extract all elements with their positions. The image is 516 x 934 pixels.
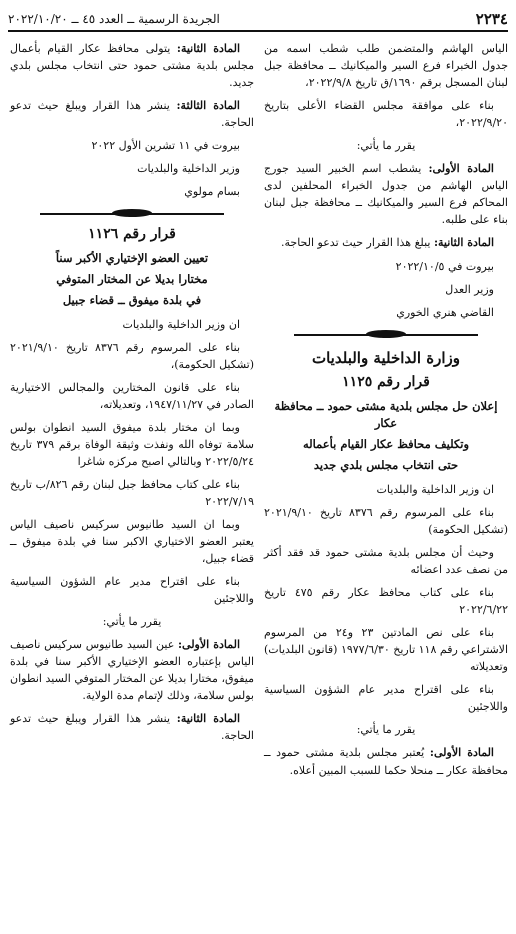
article <box>264 744 508 778</box>
paragraph: بناء على موافقة مجلس القضاء الأعلى بتاريخ ٢٠٢٢/٩/٢٠، <box>264 99 508 130</box>
paragraph: بناء على المرسوم رقم ٨٣٧٦ تاريخ ٢٠٢١/٩/١٠ (تشكيل الحكومة) <box>264 505 508 536</box>
paragraph: الياس الهاشم والمتضمن طلب شطب اسمه من جدول الخبراء فرع السير والميكانيك ــ محافظة جبل لبنان المسجل برقم ١٦٩٠/ق تاريخ ٢٠٢٢/٩/٨، <box>264 42 508 90</box>
paragraph: وبما ان السيد طانيوس سركيس ناصيف الياس يعتبر العضو الاختياري الاكبر سنا في بلدة ميفوق ــ قضاء جبيل، <box>10 517 254 566</box>
article-label: المادة الثانية: <box>433 236 494 250</box>
article-text: ينشر هذا القرار ويبلغ حيث تدعو الحاجة. <box>10 712 254 743</box>
paragraph: بناء على اقتراح مدير عام الشؤون السياسية واللاجئين <box>10 575 254 606</box>
article <box>264 234 508 251</box>
signing-date: بيروت في ٢٠٢٢/١٠/٥ <box>395 259 494 273</box>
left-column <box>10 40 254 785</box>
paragraph: بناء على اقتراح مدير عام الشؤون السياسية واللاجئين <box>264 683 508 714</box>
article <box>10 40 254 91</box>
paragraph: بناء على المرسوم رقم ٨٣٧٦ تاريخ ٢٠٢١/٩/١٠ (تشكيل الحكومة)، <box>10 340 254 371</box>
columns <box>8 32 508 785</box>
minister-title: وزير الداخلية والبلديات <box>137 162 240 176</box>
signer-name: بسام مولوي <box>184 185 240 199</box>
decides-heading: يقرر ما يأتي: <box>356 139 416 153</box>
section-divider <box>40 208 224 220</box>
article <box>264 160 508 228</box>
minister-title: وزير العدل <box>445 282 494 296</box>
page-number: ٢٢٣٤ <box>475 10 508 28</box>
signing-date: بيروت في ١١ تشرين الأول ٢٠٢٢ <box>91 139 240 153</box>
article-text: عين السيد طانيوس سركيس ناصيف الياس بإعتباره العضو الإختياري الأكبر سنا في بلدة ميفوق، مختارا بديلا عن المختار المتوفي السيد انطوان بولس سلامة، وذلك لإتمام مدة الولاية. <box>10 638 254 703</box>
article <box>10 636 254 704</box>
article <box>10 710 254 744</box>
article-text: ينشر هذا القرار ويبلغ حيث تدعو الحاجة. <box>10 99 254 130</box>
paragraph: وحيث أن مجلس بلدية مشتى حمود قد فقد أكثر من نصف عدد اعضائه <box>264 545 508 577</box>
gazette-title: الجريدة الرسمية ــ العدد ٤٥ ــ ٢٠٢٢/١٠/٢٠ <box>8 12 220 26</box>
article-text: يُعتبر مجلس بلدية مشتى حمود ــ محافظة عكار ــ منحلا حكما للسبب المبين أعلاه. <box>264 746 508 777</box>
paragraph: بناء على قانون المختارين والمجالس الاختيارية الصادر في ١٩٤٧/١١/٢٧، وتعديلاته، <box>10 380 254 411</box>
article <box>10 97 254 131</box>
page-header <box>8 8 508 32</box>
article-label: المادة الأولى: <box>428 162 494 176</box>
article-text: يتولى محافظ عكار القيام بأعمال مجلس بلدية مشتى حمود حتى انتخاب مجلس بلدي جديد. <box>10 42 254 90</box>
section-divider <box>294 329 478 341</box>
decree-subject-line: وتكليف محافظ عكار القيام بأعماله <box>302 437 470 452</box>
article-text: يشطب اسم الخبير السيد جورج الياس الهاشم من جدول الخبراء المحلفين لدى المحاكم فرع السير والميكانيك ــ محافظة جبل لبنان بناء على طلبه. <box>264 162 508 227</box>
right-column <box>264 40 508 785</box>
paragraph: بناء على كتاب محافظ عكار رقم ٤٧٥ تاريخ ٢٠٢٢/٦/٢٢ <box>264 586 508 617</box>
signer-name: القاضي هنري الخوري <box>396 305 494 319</box>
ministry-heading: وزارة الداخلية والبلديات <box>311 348 460 367</box>
decree-subject-line: حتى انتخاب مجلس بلدي جديد <box>313 458 459 473</box>
paragraph: وبما ان مختار بلدة ميفوق السيد انطوان بولس سلامة توفاه الله ونفذت وثيقة الوفاة برقم ٣٧٩ تاريخ ٢٠٢٢/٥/٢٤ وبالتالي اصبح مركزه شاغرا <box>10 420 254 468</box>
decree-subject-line: تعيين العضو الإختياري الأكبر سناً <box>55 251 209 266</box>
paragraph: بناء على كتاب محافظ جبل لبنان رقم ٨٢٦/ب تاريخ ٢٠٢٢/٧/١٩ <box>10 477 254 508</box>
article-label: المادة الأولى: <box>177 638 240 652</box>
decides-heading: يقرر ما يأتي: <box>102 615 162 629</box>
decree-number: قرار رقم ١١٢٦ <box>88 226 176 243</box>
article-label: المادة الأولى: <box>429 746 494 760</box>
decree-subject-line: إعلان حل مجلس بلدية مشتى حمود ــ محافظة عكار <box>274 398 498 431</box>
article-label: المادة الثانية: <box>176 42 241 55</box>
article-label: المادة الثالثة: <box>176 99 240 113</box>
intro-line: ان وزير الداخلية والبلديات <box>376 482 494 496</box>
article-text: يبلغ هذا القرار حيث تدعو الحاجة. <box>281 236 431 250</box>
decides-heading: يقرر ما يأتي: <box>356 723 416 737</box>
decree-subject-line: في بلدة ميفوق ــ قضاء جبيل <box>62 292 202 307</box>
article-label: المادة الثانية: <box>176 712 241 726</box>
decree-subject-line: مختارا بديلا عن المختار المتوفي <box>56 271 208 286</box>
paragraph: بناء على نص المادتين ٢٣ و٢٤ من المرسوم الاشتراعي رقم ١١٨ تاريخ ١٩٧٧/٦/٣٠ (قانون البلديات) وتعديلاته <box>264 626 509 674</box>
intro-line: ان وزير الداخلية والبلديات <box>122 317 240 331</box>
decree-number: قرار رقم ١١٢٥ <box>342 373 430 390</box>
